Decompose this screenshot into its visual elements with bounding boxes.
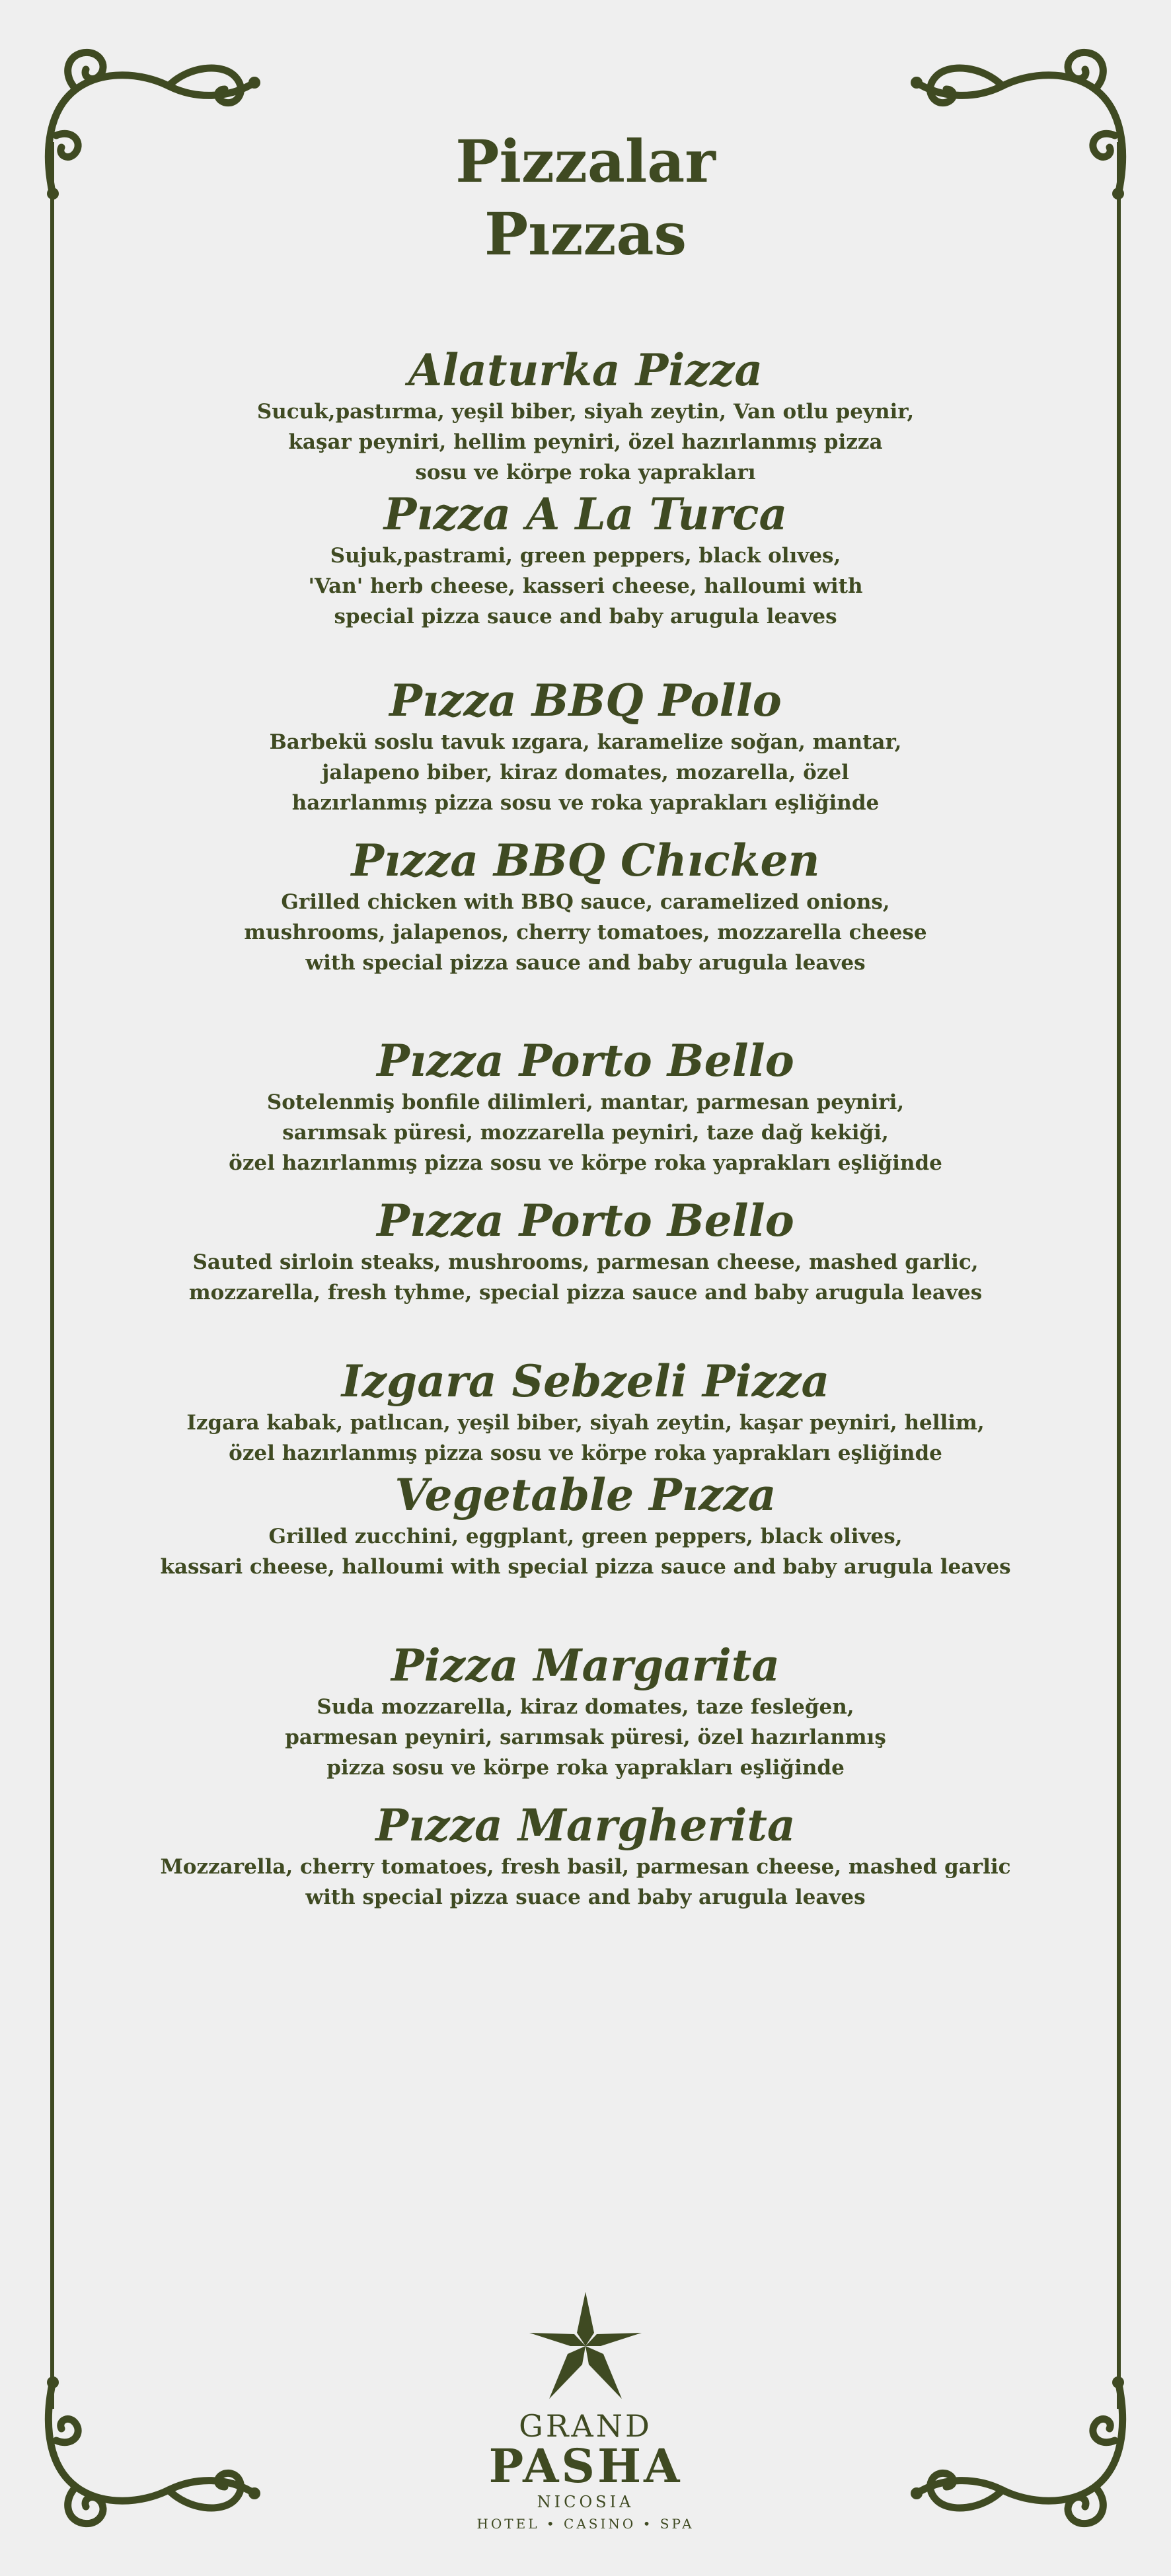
item-desc-line: hazırlanmış pizza sosu ve roka yaprakları eşliğinde [291,791,880,815]
item-desc-line: özel hazırlanmış pizza sosu ve körpe roka yaprakları eşliğinde [229,1441,942,1465]
item-desc-line: special pizza sauce and baby arugula leaves [334,605,837,628]
item-desc-line: parmesan peyniri, sarımsak püresi, özel hazırlanmış [285,1725,886,1749]
frame-right-border [1117,142,1121,2409]
item-desc-line: Sauted sirloin steaks, mushrooms, parmesan cheese, mashed garlic, [192,1250,979,1274]
item-desc-line: özel hazırlanmış pizza sosu ve körpe roka yaprakları eşliğinde [229,1151,942,1175]
item-name: Vegetable Pızza [395,1469,776,1521]
menu-item-english [132,1194,1039,1308]
item-name: Pızza BBQ Chıcken [351,835,820,886]
page-title-turkish: Pizzalar [455,127,716,196]
item-name: Alaturka Pizza [408,344,763,396]
item-desc-line: Grilled zucchini, eggplant, green peppers, black olives, [268,1525,903,1548]
menu-item-turkish [132,1639,1039,1783]
star-logo-icon [523,2287,648,2406]
item-name: Pızza Porto Bello [377,1035,794,1086]
item-name: Pızza A La Turca [383,488,788,540]
corner-ornament-bottom-left [36,2374,274,2540]
menu-item-english [132,1799,1039,1913]
menu-item-turkish [132,674,1039,818]
menu-item-turkish [132,1034,1039,1178]
menu-item-english [132,488,1039,632]
item-name: Pızza BBQ Pollo [389,675,782,726]
item-desc-line: Grilled chicken with BBQ sauce, caramelized onions, [281,890,890,914]
grand-pasha-logo [453,2287,718,2551]
logo-brand-line1: GRAND [519,2408,652,2444]
item-desc-line: sarımsak püresi, mozzarella peyniri, taze dağ kekiği, [282,1121,889,1145]
corner-ornament-bottom-right [897,2374,1135,2540]
logo-brand-line2: PASHA [488,2439,683,2493]
frame-left-border [50,142,54,2409]
item-desc-line: jalapeno biber, kiraz domates, mozarella, özel [322,761,849,784]
logo-city: NICOSIA [537,2493,634,2511]
item-desc-line: pizza sosu ve körpe roka yaprakları eşliğinde [326,1756,845,1780]
item-desc-line: 'Van' herb cheese, kasseri cheese, halloumi with [308,574,863,598]
item-desc-line: kaşar peyniri, hellim peyniri, özel hazırlanmış pizza [288,430,883,454]
menu-item-turkish [132,344,1039,488]
item-name: Pızza Margherita [375,1799,796,1851]
item-desc-line: mozzarella, fresh tyhme, special pizza sauce and baby arugula leaves [188,1281,983,1305]
item-desc-line: Sucuk,pastırma, yeşil biber, siyah zeytin, Van otlu peynir, [256,400,915,424]
item-desc-line: Izgara kabak, patlıcan, yeşil biber, siyah zeytin, kaşar peyniri, hellim, [186,1411,985,1435]
item-desc-line: with special pizza suace and baby arugula leaves [305,1885,866,1909]
menu-item-english [132,834,1039,978]
item-desc-line: Sujuk,pastrami, green peppers, black olıves, [330,544,841,568]
logo-tagline: HOTEL • CASINO • SPA [476,2516,695,2532]
item-desc-line: Sotelenmiş bonfile dilimleri, mantar, parmesan peyniri, [266,1090,905,1114]
page-title-english: Pızzas [484,200,687,268]
item-desc-line: sosu ve körpe roka yaprakları [415,461,756,484]
item-name: Izgara Sebzeli Pizza [341,1355,830,1407]
item-desc-line: mushrooms, jalapenos, cherry tomatoes, mozzarella cheese [244,921,927,944]
item-desc-line: Mozzarella, cherry tomatoes, fresh basil, parmesan cheese, mashed garlic [160,1855,1011,1879]
item-desc-line: with special pizza sauce and baby arugula leaves [305,951,866,975]
item-name: Pızza Porto Bello [377,1195,794,1246]
item-desc-line: Barbekü soslu tavuk ızgara, karamelize soğan, mantar, [269,730,902,754]
menu-item-turkish [132,1355,1039,1468]
item-desc-line: Suda mozzarella, kiraz domates, taze fesleğen, [317,1695,854,1719]
menu-item-english [132,1468,1039,1582]
item-name: Pizza Margarita [391,1640,780,1691]
item-desc-line: kassari cheese, halloumi with special pizza sauce and baby arugula leaves [160,1555,1011,1579]
